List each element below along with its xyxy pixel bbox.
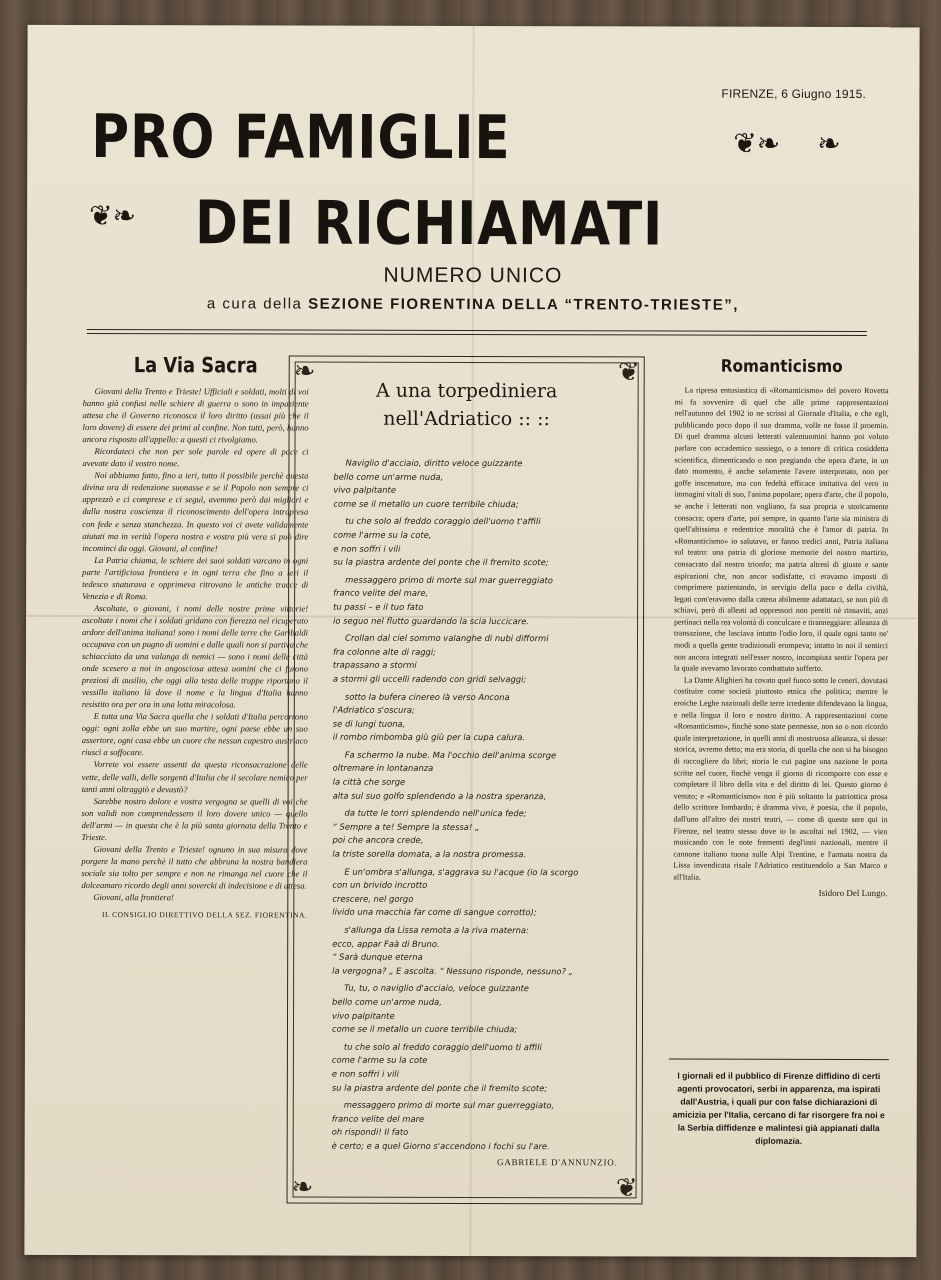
poem-line: come l'arme su la cote — [331, 1054, 428, 1066]
poem-title — [330, 377, 604, 434]
article-romanticismo — [673, 357, 888, 900]
poem-line: alta sul suo golfo splendendo a la nostra speranza, — [332, 790, 547, 801]
poem-line: la triste sorella domata, a la nostra promessa. — [332, 848, 527, 860]
poem-line: s'allunga da Lissa remota a la riva materna: — [344, 924, 529, 936]
article-paragraph: Ricordateci che non per sole parole ed opere di pace ci avevate dato il vostro nome. — [82, 446, 309, 469]
poem-line: franco velite del mare, — [333, 587, 429, 599]
publisher-line — [27, 295, 919, 314]
poem-line: come l'arme su la cote, — [333, 529, 432, 540]
poem-title-line-1: A una torpediniera — [375, 379, 558, 403]
poem-line: e non soffri i vili — [333, 543, 401, 554]
article-la-via-sacra — [81, 353, 308, 922]
article-paragraph: La Dante Alighieri ha covato quel fuoco sotto le ceneri, dovutasi costituire come società piuttosto etnica che politica; mentre le eroiche Leghe nazionali delle terre irredente difendevano la lingua, e nella lingua il loro e nostro diritto. A rappresentazioni come «Romanticismo», finchè sono state permesse, non so o non ricordo quale interpretazione, in quelli anni di mostruosa alleanza, si desse: storica, avremo detto; ma era storia, di quella che non si ha bisogno di raccogliere da libri; storia le cui pagine una nazione le porta scritte nel cuore, finchè venga il giorno di ricomporre con esse e completare il libro della vita e del diritto di lei. Questo giorno è venuto; e «Romanticismo» non è più soltanto la patriottica prosa dello scrittore lombardo; è dramma vivo, è poesia, che il popolo, dall'uno all'altro dei nostri teatri, — come di queste sere qui in Firenze, nel teatro stesso dove io lo ascoltai nel 1902, — vien musicando con le note frementi degl'inni nazionali, mentre il cannone italiano tuona sulle Alpi Trentine, e l'armata nostra da Lissa invendicata risale l'Adriatico restituendolo a San Marco e all'Italia. — [673, 675, 888, 882]
poem-line: messaggero primo di morte sul mar guerreggiato — [345, 574, 553, 585]
notice-text: I giornali ed il pubblico di Firenze diffidino di certi agenti provocatori, serbi in apparenza, ma ispirati dall'Austria, i quali pur con false dichiarazioni di amicizia per l'Italia, cercano di far risorgere fra noi e la Serbia diffidenze e malintesi già appianati dalla diplomazia. — [672, 1070, 885, 1146]
poem-line: su la piastra ardente del ponte che il fremito scote; — [331, 1082, 548, 1093]
header-rule — [87, 333, 867, 336]
issue-date: FIRENZE, 6 Giugno 1915. — [721, 86, 867, 102]
poem-line: “ Sempre a te! Sempre la stessa! „ — [332, 821, 480, 832]
poem-line: come se il metallo un cuore terribile chiuda; — [333, 498, 519, 509]
poem-line: tu che solo al freddo coraggio dell'uomo ti affili — [343, 1041, 542, 1052]
ornament-icon: ❧ — [817, 128, 841, 160]
article-paragraph: La Patria chiama, le schiere dei suoi soldati varcano in ogni parte l'artificiosa frontiera e in ogni terra che fino a ieri il tedesco snaturava e opprimeva ritrovano le antiche tracce di Venezia e di Roma. — [82, 554, 309, 601]
poem-line: oh rispondi! Il fato — [331, 1126, 409, 1138]
poem-line: vivo palpitante — [332, 1010, 395, 1021]
poem-line: su la piastra ardente del ponte che il fremito scote; — [333, 556, 549, 568]
article-paragraph: Sarebbe nostro dolore e vostra vergogna se quelli di voi che son validi non comprendessero il loro dovere unico — quello dell'armi — in questa che è la più santa giornata della Trento e Trieste. — [81, 795, 308, 842]
poem-line: poi che ancora crede, — [332, 835, 424, 846]
article-paragraph: E tutta una Via Sacra quella che i soldati d'Italia percorrono oggi: ogni zolla ebbe un suo martire, ogni paese ebbe un suo assertore, ogni casa ebbe un cuore che nessun capestro austriaco riuscì a soffocare. — [81, 711, 308, 758]
poem-title-line-2: nell'Adriatico :: :: — [383, 407, 550, 431]
poem-line: l'Adriatico s'oscura; — [332, 704, 415, 715]
article-paragraph: Giovani, alla frontiera! — [93, 891, 174, 903]
masthead-line-1: PRO FAMIGLIE — [91, 102, 511, 174]
ornament-icon: ❦❧ — [733, 128, 781, 160]
poem-line: Crollan dal ciel sommo valanghe di nubi difformi — [344, 632, 549, 644]
header-rule — [87, 329, 867, 332]
poem-line: con un brivido incrotto — [332, 879, 428, 891]
ornament-icon: ❧ — [293, 356, 316, 386]
publisher-name: SEZIONE FIORENTINA DELLA “TRENTO-TRIESTE”, — [308, 295, 739, 314]
poem-frame — [287, 356, 645, 1205]
poem-line: Fa schermo la nube. Ma l'occhio dell'anima scorge — [344, 749, 557, 761]
poem-line: oltremare in lontananza — [332, 763, 434, 774]
poem-line: come se il metallo un cuore terribile chiuda; — [331, 1023, 518, 1035]
poem-line: “ Sarà dunque eterna — [332, 951, 423, 963]
article-paragraph: Vorrete voi essere assenti da questa riconsacrazione delle vette, delle valli, delle sorgenti d'Italia che il secolare nemico per tanti anni oltraggiò e devastò? — [81, 759, 308, 794]
article-paragraph: La ripresa entusiastica di «Romanticismo» del povero Rovetta mi fa sovvenire di quel che alle prime rappresentazioni nell'autunno del 1902 io ne scrissi al Giornale d'Italia, e che egli, pubblicando poco dopo il suo dramma, volle ne fosse il proemio. Di quel dramma alcuni letterati valentuomini hanno poi voluto parlare con accademico sussiego, o a tenore di critica cosiddetta scientifica, dimenticando o non pregiando che opera d'arte, in un dato momento, è anche solamente l'avere interpretato, non per goffe inscenature, ma con fedeltà efficace imitativa del vero in immagini vitali di suo, l'anima popolare; opera d'arte, che il popolo, se anche i letterati non vogliano, fa sua propria e storicamente consacra; opera d'arte, poi sempre, in quanto l'arte sia ministra di quell'altissima e redentrice moralità che è l'amor di patria. In «Romanticismo» io salutavo, or fanno tredici anni, Patria italiana sul teatro: una patria di gloriose memorie del nostro martirio, consacrato dal nostro trionfo; ma patria altresì di giuste e sante aspirazioni che, non ancor sodisfatte, ci eravamo imposti di comprimere pazientando, in servigio della pace e della civiltà, legati com'eravamo dalla catena abilmente adattataci, se non più di schiavi, però di alleati ad oppressori non pentiti nè rinsaviti, anzi pertinaci nella rea volontà di conculcare e tiranneggiare: alleanza di transazione, che lasciava intatto l'odio loro, il quale ogni tanto ne' modi a quella gente tradizionali erompeva; intatto in noi il sentirci non ancora integrati nell'esser nostro, incompiuta sentir l'opera per la quale avevamo lavorato combattuto sofferto. — [673, 385, 889, 674]
ornament-icon: ❦ — [615, 1173, 638, 1203]
poem-line: Tu, tu, o naviglio d'acciaio, veloce guizzante — [344, 983, 529, 994]
poem-line: e non soffri i vili — [331, 1068, 399, 1079]
article-paragraph: Giovani della Trento e Trieste! ognuno in sua misura dove porgere la mano perchè il tutto che abbruna la nostra bandiera sociale sia tolto per sempre e non ne rimanga nel cuore che il dolceamaro ricordo degli anni sovercki di indecisione e di attesa. — [81, 843, 308, 891]
ornament-icon: ❦ — [617, 357, 640, 387]
notice-box — [669, 1059, 889, 1149]
subtitle: NUMERO UNICO — [383, 263, 563, 288]
article-heading: Romanticismo — [720, 356, 843, 377]
newspaper-sheet — [24, 25, 919, 1257]
poem-line: tu che solo al freddo coraggio dell'uomo t'affili — [345, 516, 541, 527]
poem-line: messaggero primo di morte sul mar guerreggiato, — [343, 1099, 555, 1111]
article-paragraph: Noi abbiamo fatto, fino a ieri, tutto il possibile perchè questa divina ora di redenzione suonasse e se il Popolo non sempre ci apprezzò e ci comprese e ci seguì, avemmo però dai migliori e dalla nostra coscienza il riconoscimento dell'opera intrapresa con fede e senza stanchezza. In questo voi ci avete validamente aiutati ma in verità l'opera nostra e vostra più vera si può dire incominci da oggi. Giovani, al confine! — [82, 470, 309, 553]
poem-line: vivo palpitante — [333, 484, 397, 495]
ornament-icon: ❧ — [291, 1172, 314, 1202]
poem-line: io seguo nel flutto guardando la scia luccicare. — [333, 615, 530, 626]
poem-line: Naviglio d'acciaio, diritto veloce guizzante — [345, 457, 523, 469]
masthead-line-2: DEI RICHIAMATI — [195, 188, 664, 260]
poem-line: è certo; e a quel Giorno s'accendono i fochi su l'are. — [331, 1140, 550, 1152]
article-paragraph: Ascoltate, o giovani, i nomi delle nostre prime vittorie! ascoltate i nomi che i soldati gridano con fierezza nel ricuperato ardore dell'anima italiana! sono i nomi delle terre che Garibaldi occupava con un pugno di uomini e dalle quali non si partiva che schiacciato da una valanga di nemici — sono i nomi delle città onde scesero a noi in angosciosa attesa uomini che ci furono preziosi di ausilio, che oggi alla testa delle truppe riportano il vessillo italiano là dove il nome e la lingua d'Italia hanno resistito ora per ora in una lotta miracolosa. — [81, 602, 309, 710]
poem-line: a stormi gli uccelli radendo con gridi selvaggi; — [332, 673, 527, 685]
poem-line: bello come un'arme nuda, — [332, 996, 442, 1007]
poem-line: bello come un'arme nuda, — [333, 471, 444, 482]
poem-line: da tutte le torri splendendo nell'unica fede; — [344, 807, 527, 819]
poem-body — [332, 457, 630, 1154]
poem-line: livido una macchia far come di sangue corrotto); — [332, 907, 537, 918]
publisher-prefix: a cura della — [206, 295, 303, 313]
poem-line: trapassano a stormi — [332, 659, 417, 671]
article-heading: La Via Sacra — [133, 353, 258, 378]
article-signature: IL CONSIGLIO DIRETTIVO DELLA SEZ. FIORENTINA. — [101, 910, 308, 920]
poem-line: E un'ombra s'allunga, s'aggrava su l'acque (io la scorgo — [344, 866, 579, 877]
poem-line: ecco, appar Faà di Bruno. — [332, 938, 440, 949]
poem-line: fra colonne alte di raggi; — [332, 646, 437, 657]
poem-line: il rombo rimbomba giù giù per la cupa calura. — [332, 731, 526, 743]
ornament-icon: ❦❧ — [89, 200, 137, 233]
poem-line: sotto la bufera cinereo là verso Ancona — [344, 691, 510, 702]
poem-line: se di lungi tuona, — [332, 718, 406, 729]
article-paragraph: Giovani della Trento e Trieste! Ufficiali e soldati, molti di voi hanno già confusi nelle schiere di guerra o sono in impaziente attesa che il Governo riconosca il loro diritto (assai più che il loro dovere) di essere dei primi al confine. Non tutti, però, hanno ancora risposto all'appello: a questi ci rivolgiamo. — [82, 386, 309, 445]
poem-line: la vergogna? „ E ascolta. “ Nessuno risponde, nessuno? „ — [332, 965, 573, 977]
poem-author: GABRIELE D'ANNUNZIO. — [497, 1157, 618, 1168]
poem-line: franco velite del mare — [331, 1113, 425, 1124]
poem-line: la città che sorge — [332, 776, 406, 787]
poem-line: tu passi – e il tuo fato — [333, 601, 424, 612]
poem-line: crescere, nel gorgo — [332, 893, 414, 904]
article-signature: Isidoro Del Lungo. — [818, 887, 888, 898]
